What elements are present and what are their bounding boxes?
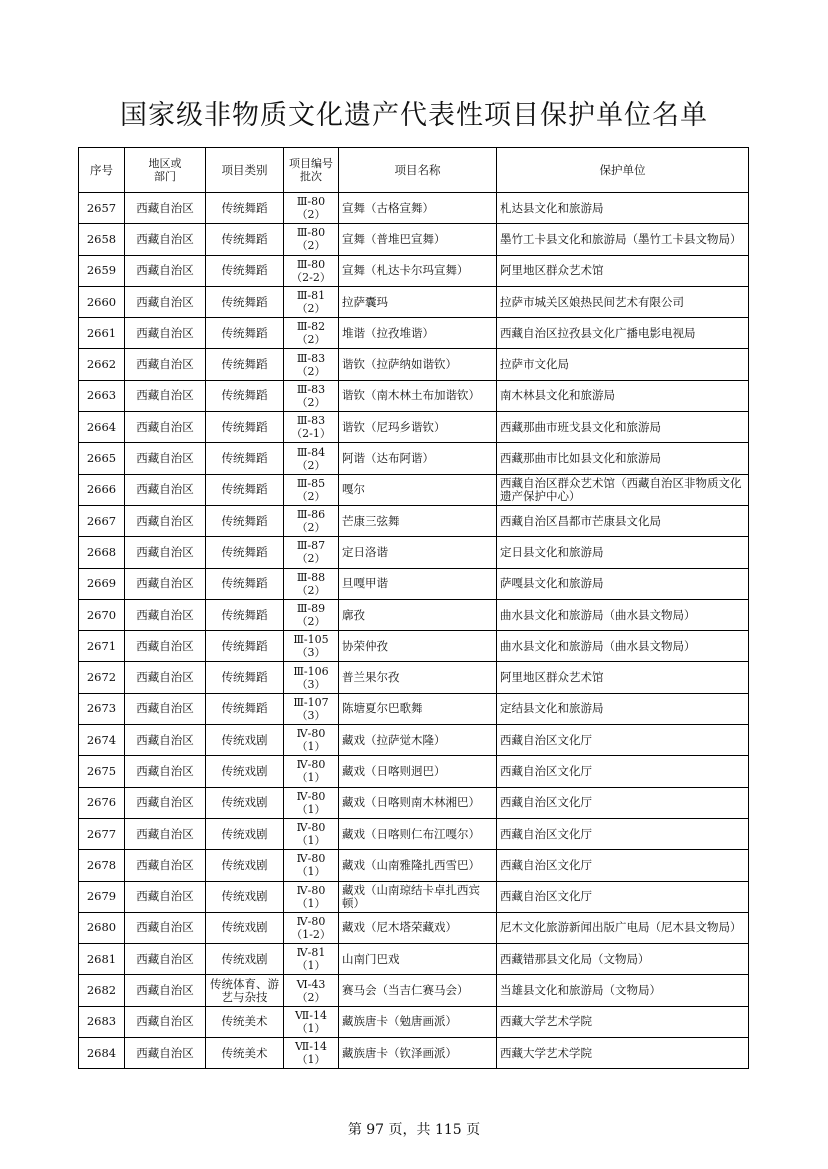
cell-code <box>284 944 339 975</box>
cell-code-number: Ⅲ-84 <box>296 445 326 459</box>
cell-name: 陈塘夏尔巴歌舞 <box>339 693 497 724</box>
cell-code-batch: （1） <box>296 771 326 785</box>
cell-region: 西藏自治区 <box>125 881 206 912</box>
cell-seq: 2662 <box>79 349 125 380</box>
cell-unit: 西藏自治区文化厅 <box>497 787 749 818</box>
cell-seq: 2677 <box>79 818 125 849</box>
cell-name: 宣舞（古格宣舞） <box>339 193 497 224</box>
cell-code-batch: （2） <box>296 990 326 1004</box>
cell-seq: 2674 <box>79 725 125 756</box>
table-row <box>79 286 749 317</box>
table-row <box>79 662 749 693</box>
cell-name: 藏戏（拉萨觉木隆） <box>339 725 497 756</box>
cell-seq: 2670 <box>79 599 125 630</box>
cell-seq: 2667 <box>79 505 125 536</box>
cell-category: 传统体育、游艺与杂技 <box>206 975 284 1006</box>
cell-unit: 西藏那曲市班戈县文化和旅游局 <box>497 412 749 443</box>
cell-seq: 2679 <box>79 881 125 912</box>
cell-code-batch: （1） <box>296 1021 326 1035</box>
cell-region: 西藏自治区 <box>125 443 206 474</box>
cell-seq: 2676 <box>79 787 125 818</box>
header-unit: 保护单位 <box>497 148 749 193</box>
cell-category: 传统舞蹈 <box>206 631 284 662</box>
cell-code <box>284 725 339 756</box>
cell-seq: 2678 <box>79 850 125 881</box>
cell-name: 藏戏（日喀则迥巴） <box>339 756 497 787</box>
header-name: 项目名称 <box>339 148 497 193</box>
cell-name: 普兰果尔孜 <box>339 662 497 693</box>
cell-unit: 西藏自治区拉孜县文化广播电影电视局 <box>497 318 749 349</box>
header-category: 项目类别 <box>206 148 284 193</box>
cell-seq: 2673 <box>79 693 125 724</box>
table-row <box>79 193 749 224</box>
cell-category: 传统戏剧 <box>206 850 284 881</box>
cell-name: 藏戏（日喀则仁布江嘎尔） <box>339 818 497 849</box>
cell-code-batch: （1） <box>296 802 326 816</box>
cell-region: 西藏自治区 <box>125 787 206 818</box>
cell-code-number: Ⅲ-80 <box>296 195 326 209</box>
header-region-line2: 部门 <box>154 170 176 183</box>
cell-unit: 南木林县文化和旅游局 <box>497 380 749 411</box>
cell-region: 西藏自治区 <box>125 568 206 599</box>
cell-region: 西藏自治区 <box>125 725 206 756</box>
cell-code <box>284 349 339 380</box>
cell-seq: 2675 <box>79 756 125 787</box>
cell-name: 拉萨囊玛 <box>339 286 497 317</box>
cell-code <box>284 505 339 536</box>
cell-name: 藏戏（日喀则南木林湘巴） <box>339 787 497 818</box>
cell-code <box>284 693 339 724</box>
cell-code <box>284 568 339 599</box>
cell-code-number: Ⅲ-83 <box>296 382 326 396</box>
cell-unit: 曲水县文化和旅游局（曲水县文物局） <box>497 631 749 662</box>
cell-region: 西藏自治区 <box>125 193 206 224</box>
cell-region: 西藏自治区 <box>125 412 206 443</box>
cell-code-batch: （2） <box>296 333 326 347</box>
cell-unit: 定结县文化和旅游局 <box>497 693 749 724</box>
cell-code-number: Ⅲ-80 <box>296 257 326 271</box>
cell-category: 传统戏剧 <box>206 725 284 756</box>
cell-name: 芒康三弦舞 <box>339 505 497 536</box>
cell-name: 宣舞（札达卡尔玛宣舞） <box>339 255 497 286</box>
table-row <box>79 912 749 943</box>
table-row <box>79 787 749 818</box>
cell-code-batch: （2） <box>296 395 326 409</box>
cell-code <box>284 1006 339 1037</box>
cell-name: 谐钦（拉萨纳如谐钦） <box>339 349 497 380</box>
cell-code <box>284 193 339 224</box>
cell-code-batch: （2） <box>296 583 326 597</box>
cell-code-number: Ⅳ-80 <box>296 883 326 897</box>
cell-code-number: Ⅳ-80 <box>296 852 326 866</box>
header-region-line1: 地区或 <box>148 157 182 170</box>
page-footer: 第 97 页，共 115 页 <box>347 1122 481 1138</box>
table-row <box>79 1006 749 1037</box>
cell-region: 西藏自治区 <box>125 505 206 536</box>
cell-category: 传统美术 <box>206 1038 284 1069</box>
cell-category: 传统舞蹈 <box>206 474 284 505</box>
cell-region: 西藏自治区 <box>125 255 206 286</box>
cell-region: 西藏自治区 <box>125 537 206 568</box>
cell-code <box>284 318 339 349</box>
cell-category: 传统舞蹈 <box>206 380 284 411</box>
cell-seq: 2672 <box>79 662 125 693</box>
cell-code-batch: （3） <box>296 646 326 660</box>
cell-region: 西藏自治区 <box>125 850 206 881</box>
cell-region: 西藏自治区 <box>125 380 206 411</box>
cell-category: 传统戏剧 <box>206 944 284 975</box>
cell-unit: 阿里地区群众艺术馆 <box>497 662 749 693</box>
cell-name: 廓孜 <box>339 599 497 630</box>
table-row <box>79 1038 749 1069</box>
cell-name: 定日洛谐 <box>339 537 497 568</box>
cell-unit: 西藏自治区文化厅 <box>497 756 749 787</box>
cell-code-batch: （2） <box>296 302 326 316</box>
table-row <box>79 537 749 568</box>
cell-unit: 萨嘎县文化和旅游局 <box>497 568 749 599</box>
cell-code <box>284 1038 339 1069</box>
table-row <box>79 318 749 349</box>
cell-seq: 2683 <box>79 1006 125 1037</box>
cell-category: 传统舞蹈 <box>206 286 284 317</box>
cell-seq: 2682 <box>79 975 125 1006</box>
cell-code <box>284 818 339 849</box>
cell-code <box>284 975 339 1006</box>
cell-unit: 阿里地区群众艺术馆 <box>497 255 749 286</box>
cell-code <box>284 286 339 317</box>
table-row <box>79 599 749 630</box>
cell-unit: 西藏那曲市比如县文化和旅游局 <box>497 443 749 474</box>
table-header-row <box>79 148 749 193</box>
cell-category: 传统舞蹈 <box>206 599 284 630</box>
cell-code-number: Ⅲ-83 <box>296 414 326 428</box>
cell-code-number: Ⅳ-81 <box>296 946 326 960</box>
cell-unit: 当雄县文化和旅游局（文物局） <box>497 975 749 1006</box>
cell-region: 西藏自治区 <box>125 474 206 505</box>
cell-code-batch: （2-1） <box>291 427 331 441</box>
cell-code <box>284 850 339 881</box>
cell-unit: 西藏大学艺术学院 <box>497 1006 749 1037</box>
cell-category: 传统戏剧 <box>206 787 284 818</box>
cell-category: 传统戏剧 <box>206 881 284 912</box>
cell-name: 藏戏（山南雅隆扎西雪巴） <box>339 850 497 881</box>
table-row <box>79 224 749 255</box>
header-code <box>284 148 339 193</box>
cell-region: 西藏自治区 <box>125 599 206 630</box>
cell-region: 西藏自治区 <box>125 349 206 380</box>
cell-unit: 西藏自治区文化厅 <box>497 818 749 849</box>
cell-code-number: Ⅳ-80 <box>296 821 326 835</box>
table-row <box>79 474 749 505</box>
cell-code-number: Ⅲ-83 <box>296 351 326 365</box>
cell-region: 西藏自治区 <box>125 693 206 724</box>
cell-code <box>284 474 339 505</box>
cell-code-batch: （1） <box>296 1053 326 1067</box>
cell-category: 传统戏剧 <box>206 818 284 849</box>
cell-seq: 2658 <box>79 224 125 255</box>
cell-code-number: Ⅲ-105 <box>293 633 329 647</box>
page-title: 国家级非物质文化遗产代表性项目保护单位名单 <box>120 100 708 131</box>
cell-code <box>284 255 339 286</box>
cell-unit: 札达县文化和旅游局 <box>497 193 749 224</box>
cell-category: 传统舞蹈 <box>206 537 284 568</box>
cell-unit: 西藏自治区文化厅 <box>497 881 749 912</box>
cell-code-batch: （2） <box>296 489 326 503</box>
table-row <box>79 850 749 881</box>
table-row <box>79 944 749 975</box>
cell-code <box>284 443 339 474</box>
cell-code-number: Ⅲ-106 <box>293 664 329 678</box>
cell-unit: 西藏大学艺术学院 <box>497 1038 749 1069</box>
cell-code <box>284 881 339 912</box>
cell-seq: 2669 <box>79 568 125 599</box>
cell-unit: 墨竹工卡县文化和旅游局（墨竹工卡县文物局） <box>497 224 749 255</box>
cell-code-number: Ⅶ-14 <box>295 1008 327 1022</box>
table-row <box>79 975 749 1006</box>
cell-code-batch: （2） <box>296 552 326 566</box>
cell-seq: 2666 <box>79 474 125 505</box>
cell-category: 传统舞蹈 <box>206 443 284 474</box>
cell-category: 传统舞蹈 <box>206 693 284 724</box>
cell-seq: 2664 <box>79 412 125 443</box>
cell-unit: 西藏自治区昌都市芒康县文化局 <box>497 505 749 536</box>
cell-name: 堆谐（拉孜堆谐） <box>339 318 497 349</box>
cell-category: 传统舞蹈 <box>206 318 284 349</box>
cell-code <box>284 756 339 787</box>
cell-code <box>284 537 339 568</box>
cell-code-number: Ⅲ-88 <box>296 570 326 584</box>
cell-name: 藏戏（尼木塔荣藏戏） <box>339 912 497 943</box>
cell-seq: 2659 <box>79 255 125 286</box>
header-region <box>125 148 206 193</box>
cell-region: 西藏自治区 <box>125 756 206 787</box>
cell-category: 传统舞蹈 <box>206 193 284 224</box>
cell-category: 传统舞蹈 <box>206 349 284 380</box>
cell-region: 西藏自治区 <box>125 318 206 349</box>
cell-code-batch: （2） <box>296 364 326 378</box>
table-row <box>79 818 749 849</box>
cell-name: 谐钦（南木林土布加谐钦） <box>339 380 497 411</box>
cell-category: 传统舞蹈 <box>206 224 284 255</box>
cell-seq: 2681 <box>79 944 125 975</box>
cell-seq: 2657 <box>79 193 125 224</box>
cell-code <box>284 787 339 818</box>
cell-region: 西藏自治区 <box>125 662 206 693</box>
cell-category: 传统舞蹈 <box>206 662 284 693</box>
table-row <box>79 568 749 599</box>
cell-code <box>284 912 339 943</box>
cell-code-number: Ⅲ-80 <box>296 226 326 240</box>
cell-category: 传统戏剧 <box>206 756 284 787</box>
cell-unit: 西藏错那县文化局（文物局） <box>497 944 749 975</box>
cell-code-batch: （2-2） <box>291 270 331 284</box>
cell-unit: 定日县文化和旅游局 <box>497 537 749 568</box>
cell-name: 谐钦（尼玛乡谐钦） <box>339 412 497 443</box>
table-row <box>79 631 749 662</box>
cell-seq: 2668 <box>79 537 125 568</box>
cell-name: 阿谐（达布阿谐） <box>339 443 497 474</box>
cell-code-batch: （1） <box>296 959 326 973</box>
cell-code-batch: （3） <box>296 677 326 691</box>
cell-unit: 拉萨市城关区娘热民间艺术有限公司 <box>497 286 749 317</box>
cell-code-number: Ⅲ-87 <box>296 539 326 553</box>
cell-code-batch: （2） <box>296 521 326 535</box>
cell-category: 传统美术 <box>206 1006 284 1037</box>
cell-code-number: Ⅲ-81 <box>296 289 326 303</box>
cell-category: 传统舞蹈 <box>206 255 284 286</box>
cell-code <box>284 380 339 411</box>
cell-code-batch: （1） <box>296 896 326 910</box>
cell-code-batch: （2） <box>296 208 326 222</box>
cell-name: 旦嘎甲谐 <box>339 568 497 599</box>
cell-code-number: Ⅳ-80 <box>296 758 326 772</box>
cell-region: 西藏自治区 <box>125 286 206 317</box>
cell-name: 藏族唐卡（勉唐画派） <box>339 1006 497 1037</box>
cell-region: 西藏自治区 <box>125 631 206 662</box>
table-row <box>79 443 749 474</box>
cell-code <box>284 224 339 255</box>
table-row <box>79 380 749 411</box>
cell-code-number: Ⅶ-14 <box>295 1040 327 1054</box>
cell-region: 西藏自治区 <box>125 1038 206 1069</box>
cell-code-number: Ⅳ-80 <box>296 914 326 928</box>
cell-seq: 2661 <box>79 318 125 349</box>
cell-seq: 2663 <box>79 380 125 411</box>
cell-code <box>284 599 339 630</box>
cell-unit: 拉萨市文化局 <box>497 349 749 380</box>
cell-seq: 2680 <box>79 912 125 943</box>
table-row <box>79 412 749 443</box>
cell-unit: 曲水县文化和旅游局（曲水县文物局） <box>497 599 749 630</box>
table-row <box>79 756 749 787</box>
header-seq: 序号 <box>79 148 125 193</box>
cell-unit: 尼木文化旅游新闻出版广电局（尼木县文物局） <box>497 912 749 943</box>
header-code-line1: 项目编号 <box>289 157 333 170</box>
table-row <box>79 255 749 286</box>
cell-code-batch: （2） <box>296 458 326 472</box>
cell-code-number: Ⅲ-86 <box>296 508 326 522</box>
cell-code-number: Ⅵ-43 <box>296 977 326 991</box>
table-row <box>79 881 749 912</box>
cell-region: 西藏自治区 <box>125 1006 206 1037</box>
cell-category: 传统戏剧 <box>206 912 284 943</box>
cell-code-batch: （3） <box>296 708 326 722</box>
cell-seq: 2665 <box>79 443 125 474</box>
cell-unit: 西藏自治区群众艺术馆（西藏自治区非物质文化遗产保护中心） <box>497 474 749 505</box>
cell-seq: 2684 <box>79 1038 125 1069</box>
cell-code-number: Ⅲ-82 <box>296 320 326 334</box>
cell-code-batch: （1） <box>296 865 326 879</box>
cell-name: 赛马会（当吉仁赛马会） <box>339 975 497 1006</box>
cell-region: 西藏自治区 <box>125 944 206 975</box>
table-row <box>79 693 749 724</box>
cell-code-number: Ⅳ-80 <box>296 727 326 741</box>
table-row <box>79 725 749 756</box>
cell-code-batch: （2） <box>296 239 326 253</box>
cell-unit: 西藏自治区文化厅 <box>497 850 749 881</box>
cell-name: 藏戏（山南琼结卡卓扎西宾顿） <box>339 881 497 912</box>
cell-code-number: Ⅲ-85 <box>296 476 326 490</box>
table-row <box>79 505 749 536</box>
cell-seq: 2671 <box>79 631 125 662</box>
cell-code-batch: （1） <box>296 834 326 848</box>
cell-code-number: Ⅲ-89 <box>296 602 326 615</box>
cell-region: 西藏自治区 <box>125 224 206 255</box>
cell-category: 传统舞蹈 <box>206 505 284 536</box>
cell-code-batch: （1-2） <box>291 927 331 941</box>
cell-name: 山南门巴戏 <box>339 944 497 975</box>
header-code-line2: 批次 <box>300 170 322 183</box>
cell-code-batch: （1） <box>296 740 326 754</box>
cell-code <box>284 412 339 443</box>
cell-unit: 西藏自治区文化厅 <box>497 725 749 756</box>
cell-region: 西藏自治区 <box>125 818 206 849</box>
cell-category: 传统舞蹈 <box>206 568 284 599</box>
table-row <box>79 349 749 380</box>
cell-code-number: Ⅲ-107 <box>293 695 329 709</box>
cell-region: 西藏自治区 <box>125 975 206 1006</box>
cell-name: 嘎尔 <box>339 474 497 505</box>
cell-name: 宣舞（普堆巴宣舞） <box>339 224 497 255</box>
cell-code-batch: （2） <box>296 615 326 628</box>
cell-name: 藏族唐卡（钦泽画派） <box>339 1038 497 1069</box>
cell-code <box>284 631 339 662</box>
cell-category: 传统舞蹈 <box>206 412 284 443</box>
cell-name: 协荣仲孜 <box>339 631 497 662</box>
table-body <box>79 193 749 1069</box>
heritage-table <box>78 147 749 1069</box>
cell-code-number: Ⅳ-80 <box>296 789 326 803</box>
cell-seq: 2660 <box>79 286 125 317</box>
cell-code <box>284 662 339 693</box>
cell-region: 西藏自治区 <box>125 912 206 943</box>
